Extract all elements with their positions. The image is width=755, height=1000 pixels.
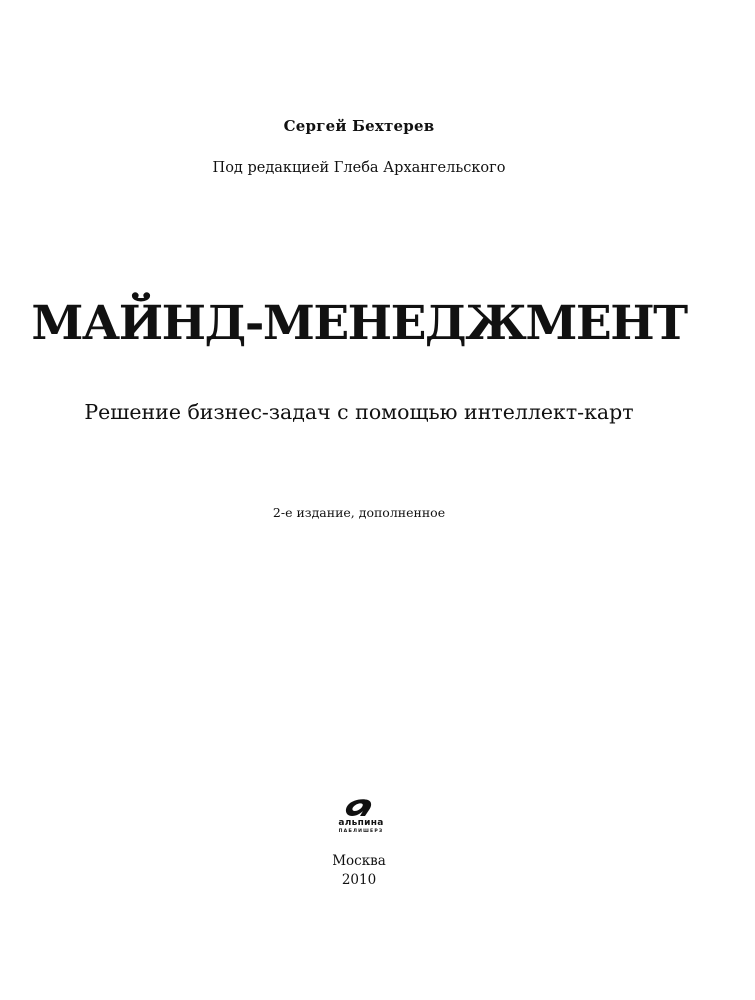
book-title: МАЙНД-МЕНЕДЖМЕНТ [31,296,687,351]
imprint-city: Москва [332,853,386,869]
book-subtitle: Решение бизнес-задач с помощью интеллект-карт [84,400,634,424]
author-name: Сергей Бехтерев [283,117,435,135]
publisher-logo [332,795,390,839]
alpina-a-icon [332,795,390,819]
publisher-name: альпина [338,818,384,828]
edition-note: 2-е издание, дополненное [272,505,446,520]
imprint-year: 2010 [341,872,377,888]
publisher-subname: ПАБЛИШЕРЗ [338,829,384,834]
editor-line: Под редакцией Глеба Архангельского [212,160,506,176]
